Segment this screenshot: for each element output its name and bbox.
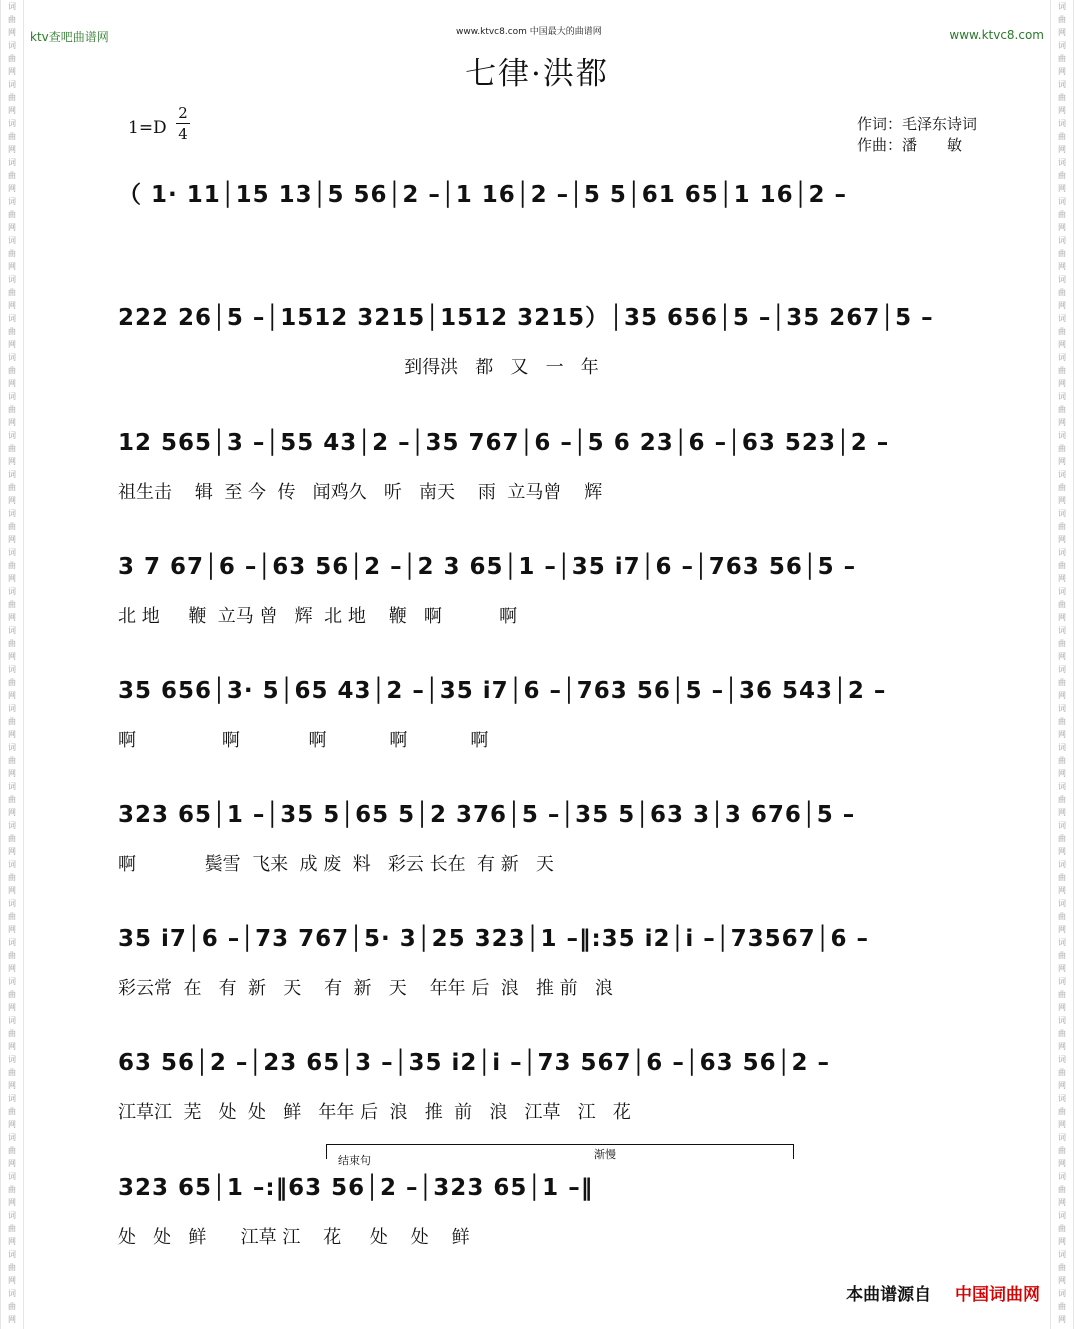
watermark-char: 词 — [8, 470, 16, 479]
notation-line: 3 7 67│6 –│63 56│2 –│2 3 65│1 –│35 i7│6 –│763 56│5 – — [118, 554, 857, 580]
watermark-char: 词 — [8, 626, 16, 635]
watermark-char: 网 — [1058, 301, 1066, 310]
watermark-char: 词 — [8, 587, 16, 596]
lyrics-line: 啊 啊 啊 啊 啊 — [118, 730, 489, 751]
watermark-char: 词 — [8, 1211, 16, 1220]
lyrics-line: 彩云常 在 有 新 天 有 新 天 年年 后 浪 推 前 浪 — [118, 978, 613, 999]
watermark-char: 曲 — [1058, 15, 1066, 24]
watermark-char: 词 — [1058, 1211, 1066, 1220]
watermark-char: 词 — [8, 80, 16, 89]
watermark-char: 词 — [8, 782, 16, 791]
watermark-char: 曲 — [1058, 444, 1066, 453]
watermark-char: 网 — [8, 1237, 16, 1246]
watermark-char: 词 — [1058, 197, 1066, 206]
composer-credit: 作曲：潘 敏 — [857, 136, 963, 154]
watermark-char: 网 — [1058, 28, 1066, 37]
watermark-char: 词 — [8, 977, 16, 986]
watermark-char: 词 — [8, 2, 16, 11]
watermark-char: 网 — [1058, 574, 1066, 583]
watermark-char: 曲 — [8, 1224, 16, 1233]
header-right-link[interactable]: www.ktvc8.com — [949, 28, 1044, 42]
watermark-char: 曲 — [8, 1263, 16, 1272]
watermark-char: 词 — [1058, 704, 1066, 713]
watermark-char: 网 — [1058, 184, 1066, 193]
watermark-char: 词 — [8, 158, 16, 167]
watermark-char: 网 — [1058, 262, 1066, 271]
watermark-char: 网 — [1058, 847, 1066, 856]
watermark-char: 网 — [8, 1003, 16, 1012]
watermark-char: 词 — [8, 1289, 16, 1298]
watermark-char: 词 — [1058, 548, 1066, 557]
ending-label: 结束句 — [338, 1154, 371, 1167]
watermark-char: 曲 — [8, 405, 16, 414]
watermark-char: 网 — [8, 145, 16, 154]
watermark-char: 词 — [8, 1133, 16, 1142]
watermark-char: 曲 — [8, 444, 16, 453]
watermark-char: 曲 — [8, 132, 16, 141]
watermark-char: 曲 — [8, 522, 16, 531]
watermark-char: 词 — [1058, 470, 1066, 479]
left-watermark-strip — [0, 0, 24, 1329]
watermark-char: 网 — [1058, 1198, 1066, 1207]
watermark-char: 网 — [8, 964, 16, 973]
watermark-char: 网 — [8, 496, 16, 505]
watermark-char: 网 — [1058, 1042, 1066, 1051]
watermark-char: 词 — [8, 236, 16, 245]
watermark-char: 词 — [1058, 1055, 1066, 1064]
notation-line: 35 i7│6 –│73 767│5· 3│25 323│1 –‖:35 i2│i –│73567│6 – — [118, 926, 870, 952]
watermark-char: 词 — [8, 938, 16, 947]
watermark-char: 网 — [8, 691, 16, 700]
watermark-char: 网 — [8, 184, 16, 193]
watermark-char: 曲 — [1058, 171, 1066, 180]
tempo-label: 渐慢 — [594, 1148, 616, 1161]
notation-line: 63 56│2 –│23 65│3 –│35 i2│i –│73 567│6 –│63 56│2 – — [118, 1050, 831, 1076]
watermark-char: 曲 — [8, 756, 16, 765]
watermark-char: 词 — [1058, 587, 1066, 596]
footer-source — [846, 1280, 1040, 1305]
watermark-char: 词 — [8, 704, 16, 713]
watermark-char: 网 — [8, 1315, 16, 1324]
watermark-char: 网 — [1058, 535, 1066, 544]
watermark-char: 曲 — [8, 678, 16, 687]
watermark-char: 曲 — [1058, 327, 1066, 336]
watermark-char: 词 — [1058, 938, 1066, 947]
watermark-char: 网 — [8, 223, 16, 232]
watermark-char: 网 — [8, 847, 16, 856]
watermark-char: 曲 — [1058, 249, 1066, 258]
watermark-char: 网 — [1058, 1081, 1066, 1090]
watermark-char: 词 — [1058, 899, 1066, 908]
watermark-char: 网 — [1058, 886, 1066, 895]
watermark-char: 词 — [1058, 431, 1066, 440]
watermark-char: 词 — [8, 431, 16, 440]
watermark-char: 曲 — [8, 1146, 16, 1155]
watermark-char: 网 — [1058, 925, 1066, 934]
watermark-char: 曲 — [8, 873, 16, 882]
watermark-char: 网 — [8, 106, 16, 115]
watermark-char: 曲 — [8, 717, 16, 726]
watermark-char: 词 — [1058, 275, 1066, 284]
notation-line: 35 656│3· 5│65 43│2 –│35 i7│6 –│763 56│5 –│36 543│2 – — [118, 678, 887, 704]
watermark-char: 词 — [1058, 509, 1066, 518]
watermark-char: 曲 — [8, 951, 16, 960]
watermark-char: 曲 — [8, 639, 16, 648]
watermark-char: 曲 — [8, 54, 16, 63]
watermark-char: 网 — [1058, 613, 1066, 622]
watermark-char: 词 — [8, 353, 16, 362]
watermark-char: 网 — [8, 1120, 16, 1129]
watermark-char: 网 — [1058, 691, 1066, 700]
watermark-char: 曲 — [1058, 795, 1066, 804]
watermark-char: 网 — [8, 652, 16, 661]
watermark-char: 曲 — [1058, 288, 1066, 297]
watermark-char: 词 — [8, 860, 16, 869]
watermark-char: 网 — [8, 808, 16, 817]
notation-line: （ 1· 11│15 13│5 56│2 –│1 16│2 –│5 5│61 65│1 16│2 – — [118, 182, 848, 208]
watermark-char: 网 — [8, 535, 16, 544]
watermark-char: 网 — [8, 28, 16, 37]
watermark-char: 曲 — [1058, 1263, 1066, 1272]
watermark-char: 曲 — [1058, 1146, 1066, 1155]
watermark-char: 词 — [8, 821, 16, 830]
watermark-char: 词 — [8, 743, 16, 752]
watermark-char: 词 — [1058, 665, 1066, 674]
watermark-char: 网 — [1058, 340, 1066, 349]
notation-line: 12 565│3 –│55 43│2 –│35 767│6 –│5 6 23│6 –│63 523│2 – — [118, 430, 890, 456]
watermark-char: 曲 — [1058, 1107, 1066, 1116]
watermark-char: 词 — [1058, 353, 1066, 362]
watermark-char: 曲 — [1058, 756, 1066, 765]
watermark-char: 网 — [8, 301, 16, 310]
watermark-char: 词 — [1058, 80, 1066, 89]
footer-site-link[interactable]: 中国词曲网 — [955, 1285, 1040, 1305]
watermark-char: 网 — [8, 1198, 16, 1207]
watermark-char: 词 — [8, 548, 16, 557]
watermark-char: 网 — [1058, 1159, 1066, 1168]
watermark-char: 曲 — [8, 249, 16, 258]
watermark-char: 网 — [1058, 457, 1066, 466]
ending-bracket — [326, 1144, 794, 1159]
watermark-char: 词 — [8, 665, 16, 674]
watermark-char: 曲 — [8, 1107, 16, 1116]
song-title: 七律·洪都 — [465, 56, 609, 92]
watermark-char: 曲 — [1058, 210, 1066, 219]
watermark-char: 网 — [1058, 808, 1066, 817]
watermark-char: 网 — [8, 574, 16, 583]
watermark-char: 曲 — [8, 288, 16, 297]
watermark-char: 曲 — [1058, 366, 1066, 375]
watermark-char: 词 — [1058, 1016, 1066, 1025]
watermark-char: 网 — [1058, 769, 1066, 778]
watermark-char: 曲 — [1058, 717, 1066, 726]
watermark-char: 网 — [1058, 1315, 1066, 1324]
watermark-char: 曲 — [8, 93, 16, 102]
header-center-text: www.ktvc8.com 中国最大的曲谱网 — [456, 27, 602, 37]
watermark-char: 曲 — [1058, 912, 1066, 921]
watermark-char: 曲 — [8, 1302, 16, 1311]
watermark-char: 网 — [1058, 145, 1066, 154]
watermark-char: 词 — [1058, 1289, 1066, 1298]
watermark-char: 网 — [8, 67, 16, 76]
watermark-char: 曲 — [1058, 951, 1066, 960]
watermark-char: 曲 — [1058, 54, 1066, 63]
watermark-char: 网 — [8, 925, 16, 934]
watermark-char: 词 — [1058, 41, 1066, 50]
watermark-char: 网 — [8, 886, 16, 895]
watermark-char: 网 — [1058, 379, 1066, 388]
watermark-char: 词 — [1058, 1133, 1066, 1142]
watermark-char: 曲 — [1058, 561, 1066, 570]
watermark-char: 曲 — [1058, 873, 1066, 882]
watermark-char: 网 — [1058, 496, 1066, 505]
footer-source-text: 本曲谱源自 — [846, 1285, 932, 1305]
watermark-char: 网 — [1058, 418, 1066, 427]
watermark-char: 词 — [1058, 821, 1066, 830]
watermark-char: 词 — [1058, 119, 1066, 128]
watermark-char: 网 — [1058, 1003, 1066, 1012]
watermark-char: 曲 — [8, 1068, 16, 1077]
watermark-char: 网 — [8, 262, 16, 271]
lyricist-credit: 作词：毛泽东诗词 — [857, 115, 978, 133]
time-signature — [176, 104, 190, 143]
watermark-char: 词 — [1058, 626, 1066, 635]
watermark-char: 词 — [1058, 314, 1066, 323]
watermark-char: 网 — [8, 379, 16, 388]
lyrics-line: 祖生击 辑 至 今 传 闻鸡久 听 南天 雨 立马曾 辉 — [118, 482, 603, 503]
watermark-char: 曲 — [8, 990, 16, 999]
watermark-char: 网 — [8, 769, 16, 778]
watermark-char: 网 — [1058, 1237, 1066, 1246]
lyrics-line: 到得洪 都 又 一 年 — [118, 357, 599, 378]
watermark-char: 网 — [1058, 223, 1066, 232]
watermark-char: 词 — [8, 899, 16, 908]
watermark-char: 曲 — [1058, 483, 1066, 492]
watermark-char: 曲 — [1058, 600, 1066, 609]
watermark-char: 曲 — [1058, 1185, 1066, 1194]
watermark-char: 词 — [8, 41, 16, 50]
watermark-char: 曲 — [1058, 1068, 1066, 1077]
watermark-char: 词 — [8, 314, 16, 323]
watermark-char: 网 — [8, 418, 16, 427]
watermark-char: 曲 — [1058, 1224, 1066, 1233]
watermark-char: 曲 — [8, 600, 16, 609]
watermark-char: 曲 — [1058, 522, 1066, 531]
watermark-char: 词 — [1058, 860, 1066, 869]
header-left-link[interactable]: ktv查吧曲谱网 — [30, 30, 109, 44]
watermark-char: 词 — [1058, 782, 1066, 791]
watermark-char: 曲 — [8, 15, 16, 24]
watermark-char: 词 — [8, 1250, 16, 1259]
watermark-char: 网 — [1058, 652, 1066, 661]
watermark-char: 曲 — [1058, 405, 1066, 414]
watermark-char: 曲 — [8, 912, 16, 921]
watermark-char: 词 — [1058, 236, 1066, 245]
watermark-char: 词 — [1058, 392, 1066, 401]
watermark-char: 词 — [8, 275, 16, 284]
watermark-char: 曲 — [8, 171, 16, 180]
watermark-char: 曲 — [1058, 1302, 1066, 1311]
watermark-char: 词 — [1058, 977, 1066, 986]
time-signature-bottom: 4 — [178, 125, 188, 143]
watermark-char: 网 — [8, 457, 16, 466]
watermark-char: 词 — [8, 1172, 16, 1181]
watermark-char: 词 — [8, 1055, 16, 1064]
watermark-char: 词 — [8, 119, 16, 128]
watermark-char: 网 — [8, 340, 16, 349]
watermark-char: 曲 — [8, 795, 16, 804]
watermark-char: 网 — [8, 1081, 16, 1090]
watermark-char: 词 — [1058, 2, 1066, 11]
watermark-char: 词 — [8, 392, 16, 401]
watermark-char: 网 — [1058, 730, 1066, 739]
watermark-char: 曲 — [1058, 990, 1066, 999]
watermark-char: 词 — [8, 197, 16, 206]
watermark-char: 网 — [8, 730, 16, 739]
watermark-char: 曲 — [1058, 678, 1066, 687]
watermark-char: 曲 — [8, 1029, 16, 1038]
watermark-char: 网 — [8, 1276, 16, 1285]
watermark-char: 词 — [8, 1016, 16, 1025]
notation-line: 222 26│5 –│1512 3215│1512 3215）│35 656│5 –│35 267│5 – — [118, 305, 934, 331]
watermark-char: 词 — [8, 509, 16, 518]
watermark-char: 网 — [8, 1042, 16, 1051]
watermark-char: 词 — [1058, 1250, 1066, 1259]
watermark-char: 曲 — [1058, 834, 1066, 843]
watermark-char: 网 — [1058, 106, 1066, 115]
watermark-char: 曲 — [8, 483, 16, 492]
watermark-char: 词 — [1058, 158, 1066, 167]
lyrics-line: 北 地 鞭 立马 曾 辉 北 地 鞭 啊 啊 — [118, 606, 518, 627]
notation-line: 323 65│1 –│35 5│65 5│2 376│5 –│35 5│63 3│3 676│5 – — [118, 802, 856, 828]
watermark-char: 词 — [1058, 743, 1066, 752]
lyrics-line: 江草江 芜 处 处 鲜 年年 后 浪 推 前 浪 江草 江 花 — [118, 1102, 631, 1123]
watermark-char: 网 — [1058, 67, 1066, 76]
watermark-char: 曲 — [1058, 1029, 1066, 1038]
watermark-char: 词 — [8, 1094, 16, 1103]
key-signature: 1=D — [128, 118, 167, 138]
watermark-char: 曲 — [1058, 639, 1066, 648]
credits — [857, 114, 977, 156]
watermark-char: 词 — [1058, 1172, 1066, 1181]
lyrics-line: 啊 鬓雪 飞来 成 废 料 彩云 长在 有 新 天 — [118, 854, 554, 875]
time-signature-top: 2 — [178, 104, 188, 122]
watermark-char: 网 — [8, 613, 16, 622]
watermark-char: 曲 — [8, 834, 16, 843]
watermark-char: 网 — [1058, 1276, 1066, 1285]
watermark-char: 词 — [1058, 1094, 1066, 1103]
lyrics-line: 处 处 鲜 江草 江 花 处 处 鲜 — [118, 1227, 470, 1248]
notation-line: 323 65│1 –:‖63 56│2 –│323 65│1 –‖ — [118, 1175, 594, 1201]
right-watermark-strip — [1050, 0, 1074, 1329]
watermark-char: 网 — [1058, 964, 1066, 973]
watermark-char: 网 — [1058, 1120, 1066, 1129]
watermark-char: 曲 — [1058, 93, 1066, 102]
watermark-char: 曲 — [8, 327, 16, 336]
watermark-char: 曲 — [8, 561, 16, 570]
watermark-char: 曲 — [8, 210, 16, 219]
watermark-char: 曲 — [1058, 132, 1066, 141]
watermark-char: 曲 — [8, 366, 16, 375]
watermark-char: 曲 — [8, 1185, 16, 1194]
watermark-char: 网 — [8, 1159, 16, 1168]
